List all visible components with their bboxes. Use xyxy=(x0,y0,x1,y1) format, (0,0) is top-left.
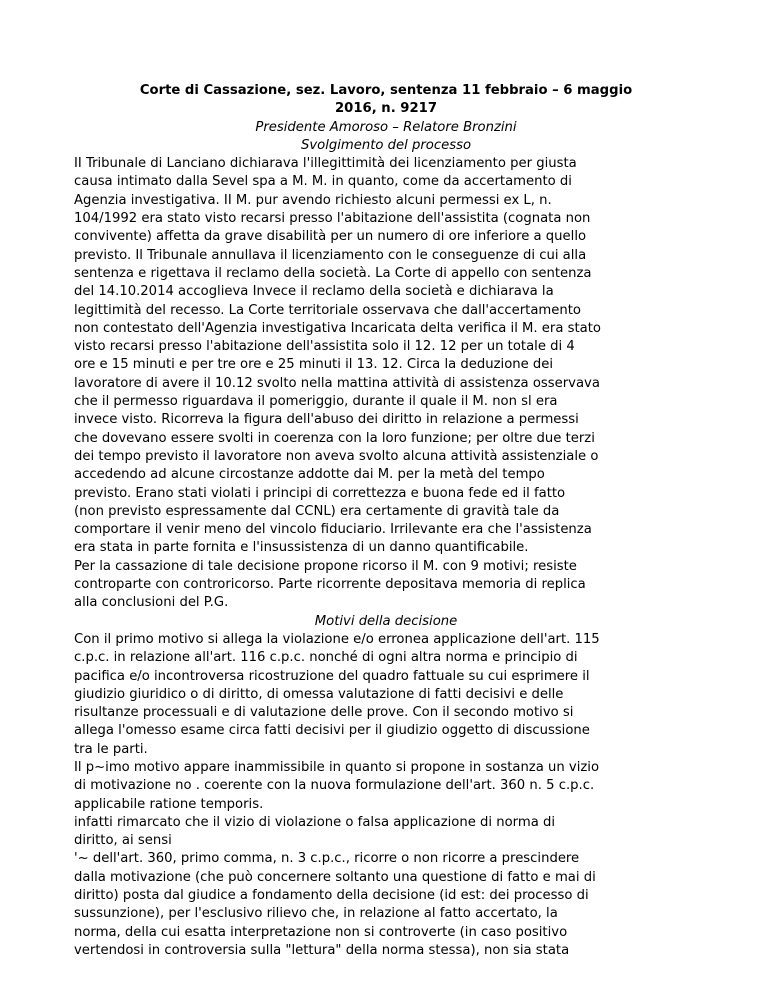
text-line: Il p~imo motivo appare inammissibile in quanto si propone in sostanza un vizio xyxy=(74,759,600,775)
text-line: convivente) affetta da grave disabilità per un numero di ore inferiore a quello xyxy=(74,229,587,245)
text-line: allega l'omesso esame circa fatti decisivi per il giudizio oggetto di discussione xyxy=(74,723,590,739)
text-line: invece visto. Ricorreva la figura dell'abuso dei diritto in relazione a permessi xyxy=(74,412,579,428)
section-svolgimento-body xyxy=(74,155,698,612)
text-line: (non previsto espressamente dal CCNL) era certamente di gravità tale da xyxy=(74,503,560,519)
text-line: c.p.c. in relazione all'art. 116 c.p.c. nonché di ogni altra norma e principio di xyxy=(74,650,578,666)
text-line: risultanze processuali e di valutazione delle prove. Con il secondo motivo si xyxy=(74,705,574,721)
section-heading-svolgimento: Svolgimento del processo xyxy=(300,137,472,153)
document-page xyxy=(74,82,698,960)
title-line: 2016, n. 9217 xyxy=(335,101,437,117)
text-line: '~ dell'art. 360, primo comma, n. 3 c.p.c., ricorre o non ricorre a prescindere xyxy=(74,851,580,867)
text-line: norma, della cui esatta interpretazione non si controverte (in caso positivo xyxy=(74,924,568,940)
text-line: accedendo ad alcune circostanze addotte dai M. per la metà del tempo xyxy=(74,467,545,483)
text-line: previsto. Il Tribunale annullava il licenziamento con le conseguenze di cui alla xyxy=(74,247,587,263)
title-line: Corte di Cassazione, sez. Lavoro, sentenza 11 febbraio – 6 maggio xyxy=(139,83,633,98)
document-subtitle: Presidente Amoroso – Relatore Bronzini xyxy=(255,119,517,135)
text-line: comportare il venir meno del vincolo fiduciario. Irrilevante era che l'assistenza xyxy=(74,522,592,538)
text-line: legittimità del recesso. La Corte territoriale osservava che dall'accertamento xyxy=(74,302,581,318)
text-line: che dovevano essere svolti in coerenza con la loro funzione; per oltre due terzi xyxy=(74,430,595,446)
text-line: alla conclusioni del P.G. xyxy=(74,595,229,611)
text-line: II Tribunale di Lanciano dichiarava l'illegittimità dei licenziamento per giusta xyxy=(74,156,577,172)
text-line: lavoratore di avere il 10.12 svolto nella mattina attività di assistenza osservava xyxy=(74,375,600,391)
text-line: vertendosi in controversia sulla "lettura" della norma stessa), non sia stata xyxy=(74,942,570,958)
text-line: 104/1992 era stato visto recarsi presso l'abitazione dell'assistita (cognata non xyxy=(74,211,591,227)
text-line: dalla motivazione (che può concernere soltanto una questione di fatto e mai di xyxy=(74,869,596,885)
text-line: controparte con controricorso. Parte ricorrente depositava memoria di replica xyxy=(74,577,586,593)
section-heading-motivi: Motivi della decisione xyxy=(314,613,458,629)
text-line: sentenza e rigettava il reclamo della società. La Corte di appello con sentenza xyxy=(74,265,592,281)
section-motivi-body xyxy=(74,631,698,960)
text-line: visto recarsi presso l'abitazione dell'assistita solo il 12. 12 per un totale di 4 xyxy=(74,339,575,355)
text-line: Agenzia investigativa. II M. pur avendo richiesto alcuni permessi ex L, n. xyxy=(74,192,552,208)
text-line: non contestato dell'Agenzia investigativa Incaricata delta verifica il M. era stato xyxy=(74,320,601,336)
document-title xyxy=(74,82,698,119)
text-line: che il permesso riguardava il pomeriggio, durante il quale il M. non sl era xyxy=(74,394,558,410)
text-line: dei tempo previsto il lavoratore non aveva svolto alcuna attività assistenziale o xyxy=(74,448,599,464)
text-line: tra le parti. xyxy=(74,741,148,757)
text-line: Con il primo motivo si allega la violazione e/o erronea applicazione dell'art. 115 xyxy=(74,631,600,647)
text-line: di motivazione no . coerente con la nuova formulazione dell'art. 360 n. 5 c.p.c. xyxy=(74,778,595,794)
text-line: ore e 15 minuti e per tre ore e 25 minuti il 13. 12. Circa la deduzione dei xyxy=(74,357,554,373)
text-line: era stata in parte fornita e l'insussistenza di un danno quantificabile. xyxy=(74,540,529,556)
text-line: del 14.10.2014 accoglieva Invece il reclamo della società e dichiarava la xyxy=(74,284,554,300)
text-line: diritto) posta dal giudice a fondamento della decisione (id est: dei processo di xyxy=(74,888,589,904)
text-line: pacifica e/o incontroversa ricostruzione del quadro fattuale su cui esprimere il xyxy=(74,668,590,684)
text-line: causa intimato dalla Sevel spa a M. M. in quanto, come da accertamento di xyxy=(74,174,572,190)
text-line: diritto, ai sensi xyxy=(74,833,172,849)
text-line: Per la cassazione di tale decisione propone ricorso il M. con 9 motivi; resiste xyxy=(74,558,577,574)
text-line: infatti rimarcato che il vizio di violazione o falsa applicazione di norma di xyxy=(74,814,556,830)
text-line: sussunzione), per l'esclusivo rilievo che, in relazione al fatto accertato, la xyxy=(74,906,558,922)
text-line: previsto. Erano stati violati i principi di correttezza e buona fede ed il fatto xyxy=(74,485,566,501)
text-line: giudizio giuridico o di diritto, di omessa valutazione di fatti decisivi e delle xyxy=(74,686,564,702)
text-line: applicabile ratione temporis. xyxy=(74,796,264,812)
